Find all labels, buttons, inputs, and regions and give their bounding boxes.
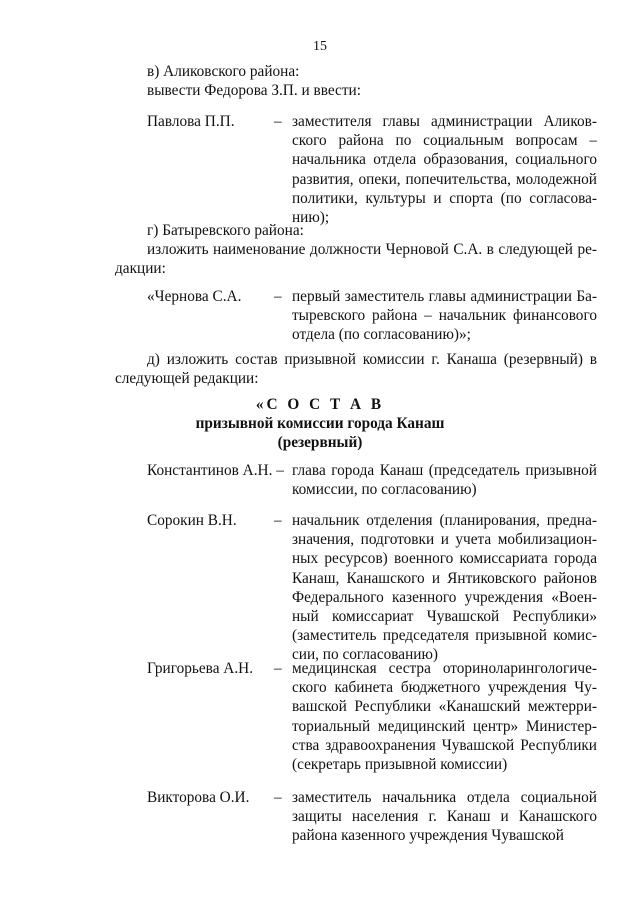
entry-description: заместителя главы администрации Аликов-ского района по социальным вопросам – начальника отдела образования, социального развития, опеки, попечительства, молодежной политики, культуры и спорта (по согласова-нию);: [292, 113, 597, 227]
member-name: Григорьева А.Н.: [147, 660, 254, 677]
section-g-instruction: изложить наименование должности Черновой С.А. в следующей ре-дакции:: [115, 241, 597, 278]
entry-dash: –: [274, 113, 282, 130]
entry-description: первый заместитель главы администрации Ба-тыревского района – начальник финансового отдела (по согласованию)»;: [292, 288, 597, 344]
section-v-title: в) Аликовского района:: [147, 63, 300, 80]
section-v: [115, 62, 597, 100]
member-description: медицинская сестра оториноларингологиче-ского кабинета бюджетного учреждения Чу-вашской Республики «Канашский межтерри-ториальный медицинский центр» Министер-ства здравоохранения Чувашской Республики (секретарь призывной комиссии): [292, 660, 597, 774]
member-name: Сорокин В.Н.: [147, 512, 237, 529]
entry-name: Павлова П.П.: [147, 113, 235, 130]
section-g: [115, 221, 597, 279]
section-d-text: д) изложить состав призывной комиссии г. Канаша (резервный) в следующей редакции:: [115, 351, 597, 388]
section-d: [115, 350, 597, 388]
member-description: начальник отделения (планирования, предна-значения, подготовки и учета мобилизацион-ных ресурсов) военного комиссариата города Канаш, Канашского и Янтиковского районов Федерального казенного учреждения «Воен-ный комиссариат Чувашской Республики» (заместитель председателя призывной комис-сии, по согласованию): [292, 512, 597, 664]
member-description: заместитель начальника отдела социальной защиты населения г. Канаш и Канашского района казенного учреждения Чувашской: [292, 789, 597, 845]
member-name: Константинов А.Н. –: [147, 462, 284, 479]
entry-dash: –: [274, 288, 282, 305]
entry-name: «Чернова С.А.: [147, 288, 242, 305]
member-description: глава города Канаш (председатель призывной комиссии, по согласованию): [292, 462, 597, 499]
section-g-title: г) Батыревского района:: [147, 222, 304, 239]
member-name: Викторова О.И.: [147, 789, 250, 806]
member-dash: –: [274, 660, 282, 677]
page-number: 15: [313, 39, 327, 54]
composition-reserve-label: (резервный): [277, 434, 363, 451]
member-dash: –: [274, 789, 282, 806]
composition-subheading: призывной комиссии города Канаш: [195, 415, 445, 432]
section-v-instruction: вывести Федорова З.П. и ввести:: [147, 82, 361, 100]
composition-heading: «С О С Т А В: [255, 396, 385, 413]
member-dash: –: [274, 512, 282, 529]
